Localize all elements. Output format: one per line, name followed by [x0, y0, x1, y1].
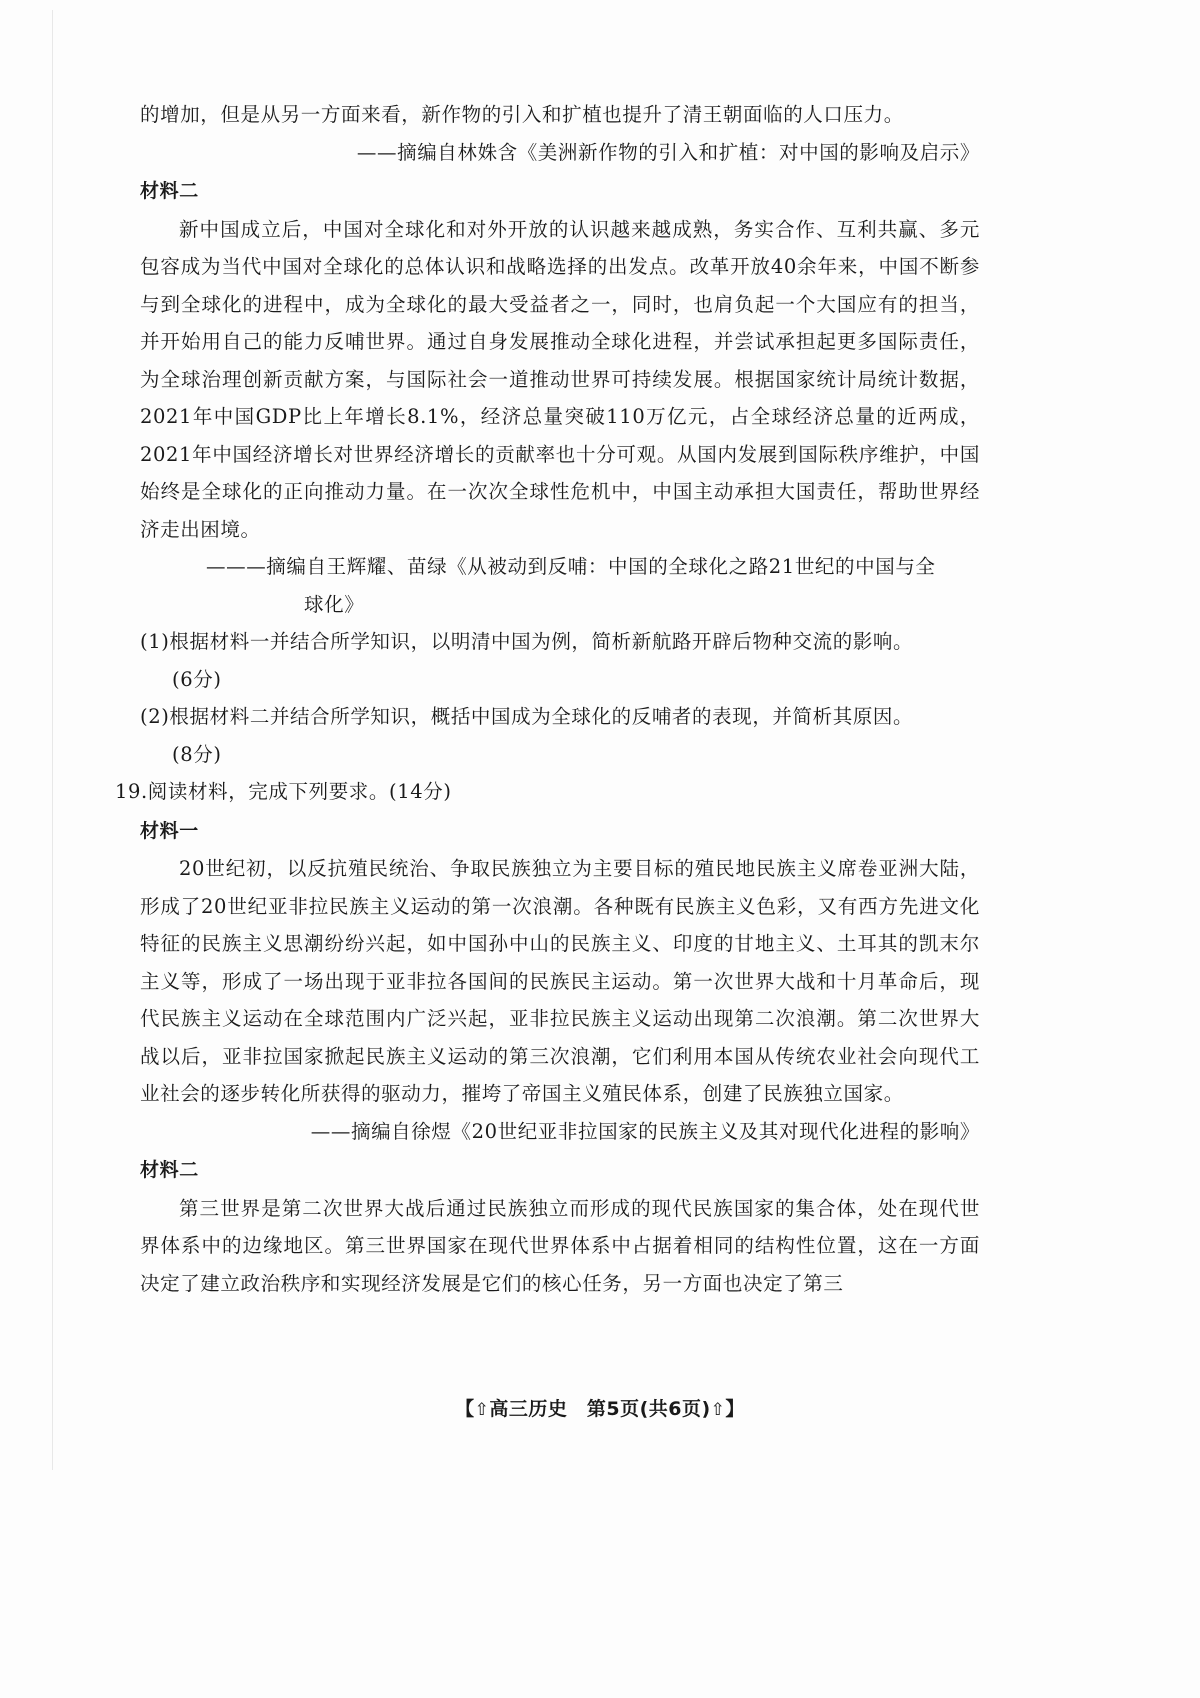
footer-label: 高三历史 第5页(共6页) — [489, 1398, 711, 1420]
footer-bracket-right: 】 — [725, 1398, 745, 1420]
q18-material2-text: 新中国成立后，中国对全球化和对外开放的认识越来越成熟，务实合作、互利共赢、多元包容成为当代中国对全球化的总体认识和战略选择的出发点。改革开放40余年来，中国不断参与到全球化的进程中，成为全球化的最大受益者之一，同时，也肩负起一个大国应有的担当，并开始用自己的能力反哺世界。通过自身发展推动全球化进程，并尝试承担起更多国际责任，为全球治理创新贡献方案，与国际社会一道推动世界可持续发展。根据国家统计局统计数据，2021年中国GDP比上年增长8.1%，经济总量突破110万亿元，占全球经济总量的近两成，2021年中国经济增长对世界经济增长的贡献率也十分可观。从国内发展到国际秩序维护，中国始终是全球化的正向推动力量。在一次次全球性危机中，中国主动承担大国责任，帮助世界经济走出困境。 — [140, 217, 980, 541]
continuation-paragraph: 的增加，但是从另一方面来看，新作物的引入和扩植也提升了清王朝面临的人口压力。 — [140, 103, 904, 126]
scan-edge-line — [52, 10, 53, 1470]
q19-material1-heading: 材料一 — [140, 819, 199, 842]
up-arrow-icon: ⇧ — [710, 1400, 726, 1420]
source-citation-2 — [140, 548, 980, 623]
source-citation-3: ——摘编自徐煜《20世纪亚非拉国家的民族主义及其对现代化进程的影响》 — [310, 1119, 980, 1143]
source-citation-1: ——摘编自林姝含《美洲新作物的引入和扩植：对中国的影响及启示》 — [356, 140, 980, 164]
footer-bracket-left: 【 — [455, 1398, 475, 1420]
q19-material1-text: 20世纪初，以反抗殖民统治、争取民族独立为主要目标的殖民地民族主义席卷亚洲大陆，形成了20世纪亚非拉民族主义运动的第一次浪潮。各种既有民族主义色彩，又有西方先进文化特征的民族主义思潮纷纷兴起，如中国孙中山的民族主义、印度的甘地主义、土耳其的凯末尔主义等，形成了一场出现于亚非拉各国间的民族民主运动。第一次世界大战和十月革命后，现代民族主义运动在全球范围内广泛兴起，亚非拉民族主义运动出现第二次浪潮。第二次世界大战以后，亚非拉国家掀起民族主义运动的第三次浪潮，它们利用本国从传统农业社会向现代工业社会的逐步转化所获得的驱动力，摧垮了帝国主义殖民体系，创建了民族独立国家。 — [140, 857, 980, 1105]
source-citation-2-line2: 球化》 — [304, 592, 365, 616]
q18-subquestion-1 — [140, 623, 980, 698]
q18-subquestion-2 — [140, 698, 980, 773]
q18-subquestion-2-score: (8分) — [172, 742, 222, 766]
q18-material2-heading: 材料二 — [140, 180, 199, 202]
page-footer — [0, 1394, 1200, 1421]
q18-subquestion-2-text: (2)根据材料二并结合所学知识，概括中国成为全球化的反哺者的表现，并简析其原因。 — [140, 705, 914, 728]
source-citation-2-line1: ———摘编自王辉耀、苗绿《从被动到反哺：中国的全球化之路21世纪的中国与全 — [206, 555, 936, 578]
q18-subquestion-1-text: (1)根据材料一并结合所学知识，以明清中国为例，简析新航路开辟后物种交流的影响。 — [140, 630, 914, 653]
page-content — [115, 96, 980, 1302]
up-arrow-icon: ⇧ — [474, 1400, 490, 1420]
q19-material2-text: 第三世界是第二次世界大战后通过民族独立而形成的现代民族国家的集合体，处在现代世界体系中的边缘地区。第三世界国家在现代世界体系中占据着相同的结构性位置，这在一方面决定了建立政治秩序和实现经济发展是它们的核心任务，另一方面也决定了第三 — [140, 1196, 980, 1295]
q18-subquestion-1-score: (6分) — [172, 667, 222, 691]
q19-material2-heading: 材料二 — [140, 1159, 199, 1181]
q19-title: 19.阅读材料，完成下列要求。(14分) — [115, 780, 452, 803]
